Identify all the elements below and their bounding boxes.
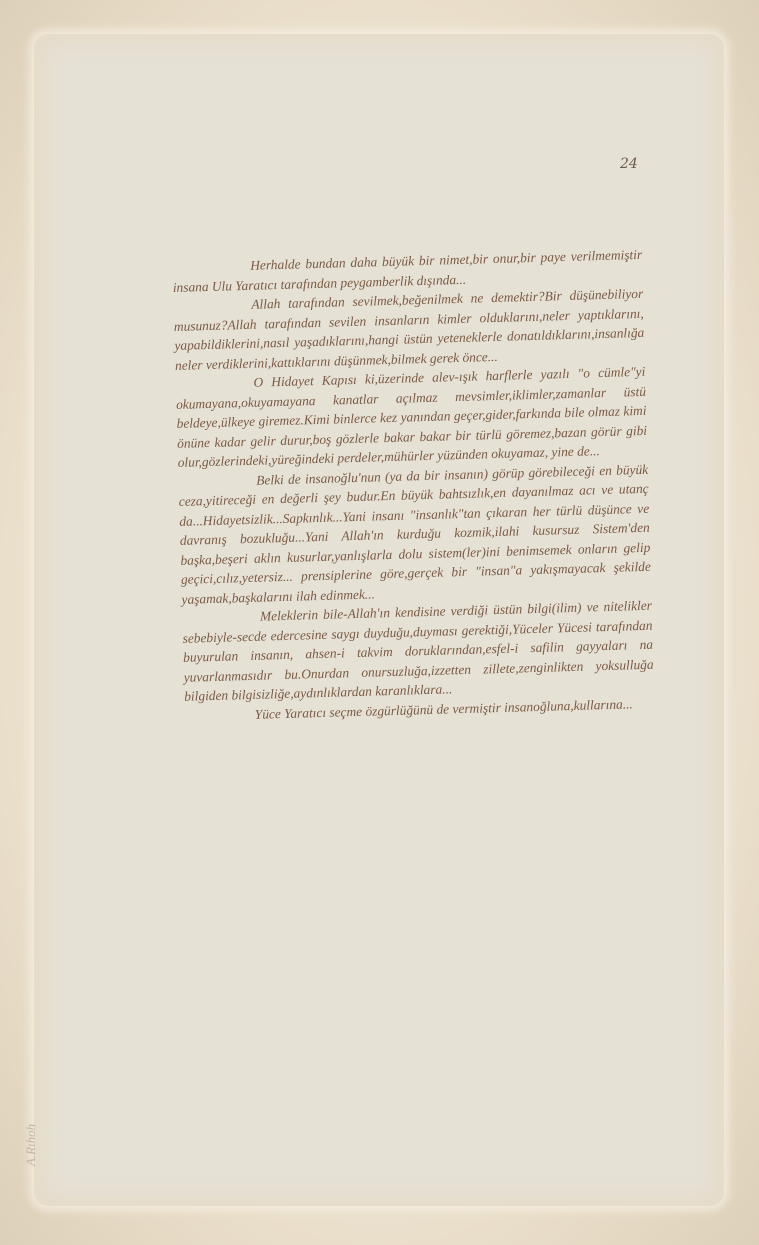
paragraph: Meleklerin bile-Allah'ın kendisine verdiği üstün bilgi(ilim) ve nitelikler sebebiyle-secde edercesine saygı duyduğu,duyması gerektiği,Yüceler Yücesi tarafından buyurulan insanın, ahsen-i takvim doruklarından,esfel-i safilin gayyaları na yuvarlanmasıdır bu.Onurdan onursuzluğa,izzetten zillete,zenginlikten yoksulluğa bilgiden bilgisizliğe,aydınlıklardan karanlıklara... [182, 597, 654, 704]
page-body-text [172, 245, 655, 726]
signature-watermark [20, 1080, 42, 1210]
paragraph: Belki de insanoğlu'nun (ya da bir insanın) görüp görebileceği en büyük ceza,yitireceği en değerli şey budur.En büyük bahtsızlık,en dayanılmaz acı ve utanç da...Hidayetsizlik...Sapkınlık...Yani insanı "insanlık"tan çıkaran her türlü düşünce ve davranış bozukluğu...Yani Allah'ın kurduğu kozmik,ilahi kusursuz Sistem'den başka,beşeri aklın kusurlar,yanlışlarla dolu sistem(ler)ini benimsemek onların gelip geçici,cılız,yetersiz... prensiplerine göre,gerçek bir "insan"a yakışmayacak şekilde yaşamak,başkalarını ilah edinmek... [178, 461, 652, 607]
paragraph: Yüce Yaratıcı seçme özgürlüğünü de vermiştir insanoğluna,kullarına... [254, 695, 633, 722]
paragraph: Herhalde bundan daha büyük bir nimet,bir onur,bir paye verilmemiştir insana Ulu Yaratıcı tarafından peygamberlik dışında... [172, 246, 643, 295]
paragraph: Allah tarafından sevilmek,beğenilmek ne demektir?Bir düşünebiliyor musunuz?Allah tarafından sevilen insanların kimler olduklarını,neler yaptıklarını, yapabildiklerini,nasıl yaşadıklarını,hangi üstün yeteneklerle donatıldıklarını,insanlığa neler verdiklerini,kattıklarını düşünmek,bilmek gerek önce... [173, 285, 645, 373]
signature-text: A.Rıhoh [23, 1123, 38, 1167]
page-number: 24 [620, 156, 638, 172]
paragraph: O Hidayet Kapısı ki,üzerinde alev-ışık harflerle yazılı "o cümle"yi okumayana,okuyamayana kanatlar açılmaz mevsimler,iklimler,zamanlar üstü beldeye,ülkeye giremez.Kimi binlerce kez yanından geçer,gider,farkında bile olmaz kimi önüne kadar gelir durur,boş gözlerle bakar bakar bir türlü göremez,bazan görür gibi olur,gözlerindeki,yüreğindeki perdeler,mühürler yüzünden okuyamaz, yine de... [175, 363, 648, 470]
